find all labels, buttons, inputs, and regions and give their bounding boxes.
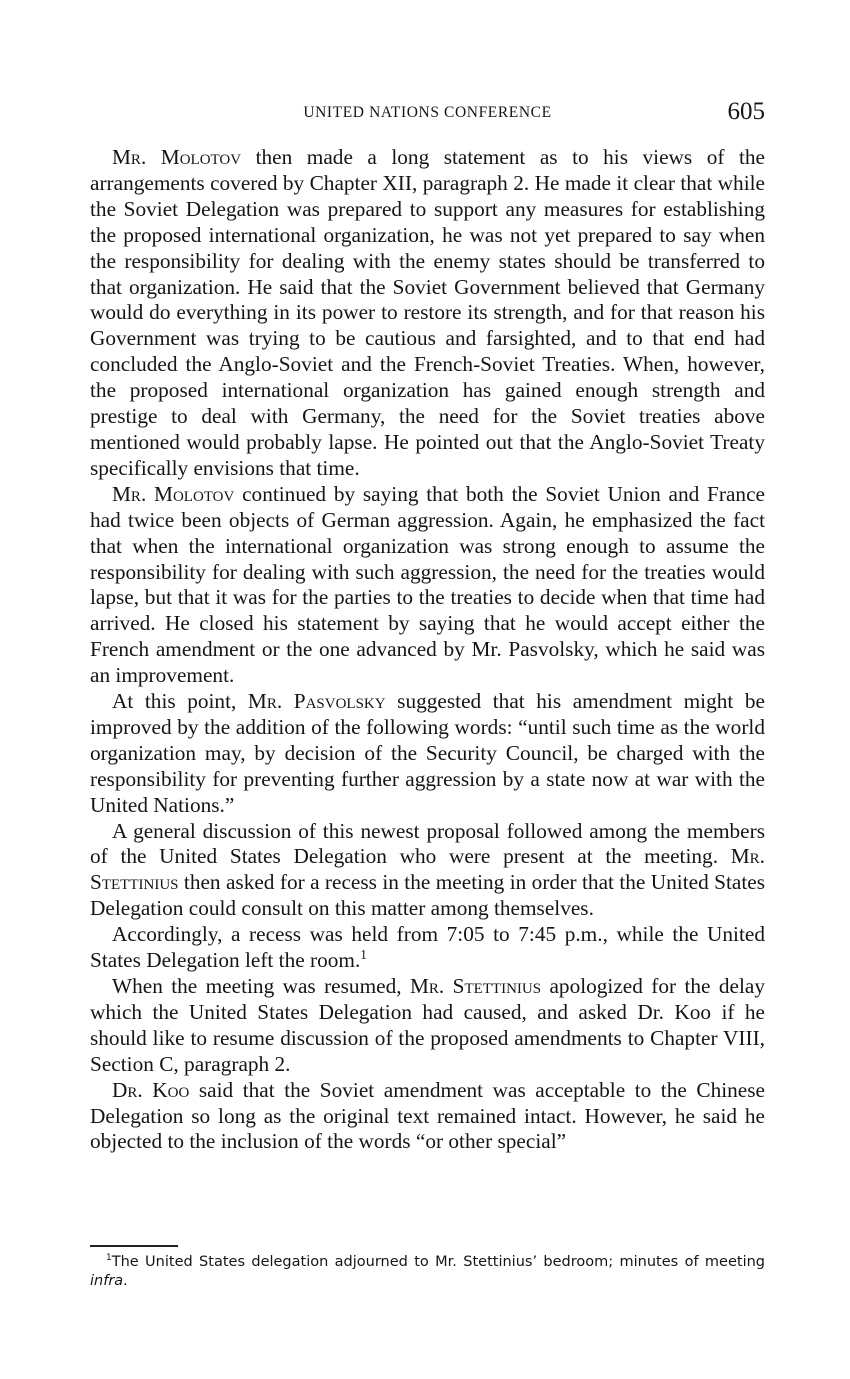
- paragraph-koo-statement: [90, 1078, 765, 1156]
- paragraph-general-discussion: [90, 819, 765, 923]
- speaker-name: Mr. Stettinius: [409, 974, 542, 998]
- page-header: [90, 98, 765, 134]
- footnote-reference: 1: [360, 947, 367, 962]
- page-number: 605: [727, 98, 765, 125]
- paragraph-recess: [90, 922, 765, 974]
- paragraph-text: A general discussion of this newest proposal followed among the members of the United States Delegation who were present at the meeting.: [90, 818, 765, 869]
- footnote-marker: 1: [106, 1253, 112, 1264]
- speaker-name: Dr. Koo: [112, 1077, 190, 1102]
- running-head: UNITED NATIONS CONFERENCE: [303, 104, 552, 121]
- paragraph-text: When the meeting was resumed,: [112, 974, 410, 998]
- paragraph-text: suggested that his amendment might be improved by the addition of the following words: “until such time as the world organization may, by decision of the Security Council, be charged with the responsibility for preventing further aggression by a state now at war with the United Nations.”: [90, 689, 765, 817]
- footnote: [90, 1253, 765, 1291]
- footnote-text: The United States delegation adjourned to Mr. Stettinius’ bedroom; minutes of meeting: [111, 1254, 765, 1270]
- footnote-divider: [90, 1245, 178, 1247]
- paragraph-molotov-statement: [90, 145, 765, 482]
- paragraph-meeting-resumed: [90, 974, 765, 1078]
- speaker-name: Mr. Molotov: [112, 481, 235, 506]
- paragraph-text: apologized for the delay which the United States Delegation had caused, and asked Dr. Koo if he should like to resume discussion of the proposed amendments to Chapter VIII, Section C, paragraph 2.: [90, 974, 766, 1076]
- paragraph-text: then asked for a recess in the meeting in order that the United States Delegation could consult on this matter among themselves.: [90, 870, 765, 921]
- paragraph-text: continued by saying that both the Soviet Union and France had twice been objects of German aggression. Again, he emphasized the fact that when the international organization was strong enough to assume the responsibility for dealing with such aggression, the need for the treaties would lapse, but that it was for the parties to the treaties to decide when that time had arrived. He closed his statement by saying that he would accept either the French amendment or the one advanced by Mr. Pasvolsky, which he said was an improvement.: [90, 481, 765, 688]
- paragraph-text: said that the Soviet amendment was acceptable to the Chinese Delegation so long as the original text remained intact. However, he said he objected to the inclusion of the words “or other special”: [90, 1077, 765, 1154]
- speaker-name: Mr. Molotov: [112, 145, 242, 169]
- footnote-emphasis: infra: [90, 1273, 124, 1289]
- paragraph-text: then made a long statement as to his views of the arrangements covered by Chapter XII, paragraph 2. He made it clear that while the Soviet Delegation was prepared to support any measures for establishing the proposed international organization, he was not yet prepared to say when the responsibility for dealing with the enemy states should be transferred to that organization. He said that the Soviet Government believed that Germany would do everything in its power to restore its strength, and for that reason his Government was trying to be cautious and farsighted, and to that end had concluded the Anglo-Soviet and the French-Soviet Treaties. When, however, the proposed international organization has gained enough strength and prestige to deal with Germany, the need for the Soviet treaties above mentioned would probably lapse. He pointed out that the Anglo-Soviet Treaty specifically envisions that time.: [90, 145, 765, 480]
- speaker-name: Mr. Pasvolsky: [247, 689, 386, 714]
- paragraph-pasvolsky-suggestion: [90, 689, 765, 819]
- footnote-end: .: [123, 1273, 128, 1289]
- paragraph-molotov-continued: [90, 482, 765, 689]
- paragraph-text: At this point,: [112, 689, 248, 714]
- speaker-name: Mr. Stettinius: [90, 844, 765, 895]
- body-text: [90, 145, 765, 1155]
- paragraph-text: Accordingly, a recess was held from 7:05 to 7:45 p.m., while the United States Delegation left the room.: [90, 922, 765, 973]
